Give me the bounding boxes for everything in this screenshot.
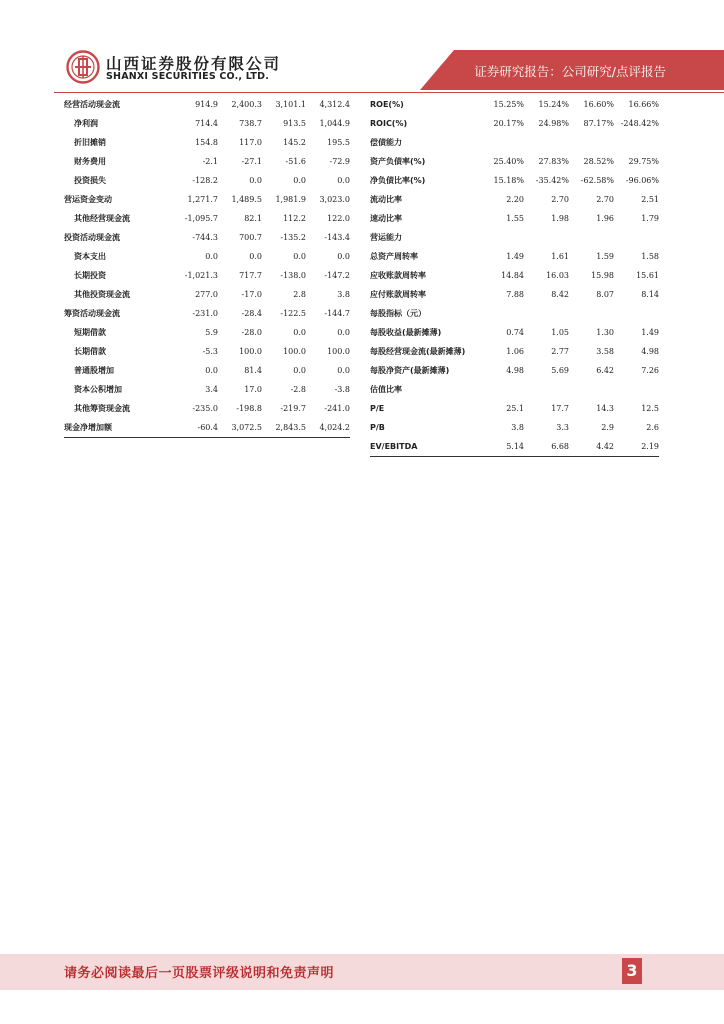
cell-value: 15.98 [591,271,614,280]
company-name-en: SHANXI SECURITIES CO., LTD. [106,71,270,82]
cell-value: 1.96 [596,214,614,223]
table-row [370,114,659,133]
cell-value: 28.52% [583,157,614,166]
cell-value: -28.0 [241,328,262,337]
cell-value: 0.0 [337,252,350,261]
cell-value: -144.7 [324,309,350,318]
cell-value: 4.98 [641,347,659,356]
cell-value: -1,021.3 [184,271,218,280]
cell-value: 0.0 [205,252,218,261]
cell-value: 3.4 [205,385,218,394]
table-row [370,228,659,247]
cell-value: -219.7 [280,404,306,413]
table-row [64,380,350,399]
table-row [370,133,659,152]
cell-value [479,380,524,399]
cell-value: 25.40% [493,157,524,166]
cell-value: -143.4 [324,233,350,242]
table-row [64,399,350,418]
cell-value: 6.68 [524,437,569,457]
cell-value: 0.0 [293,366,306,375]
cell-value: -51.6 [285,157,306,166]
row-label: 长期借款 [74,347,106,356]
cell-value: 1.55 [506,214,524,223]
row-label: 资本公积增加 [74,385,122,394]
cell-value: 81.4 [244,366,262,375]
cell-value: 24.98% [538,119,569,128]
table-row [64,190,350,209]
cell-value: 27.83% [538,157,569,166]
row-label: 每股经营现金流(最新摊薄) [370,347,466,356]
table-row [64,171,350,190]
row-label: 流动比率 [370,195,402,204]
cell-value: 1.59 [596,252,614,261]
row-label: 投资损失 [74,176,106,185]
cell-value: 2,400.3 [231,100,262,109]
table-row [370,95,659,114]
cell-value [479,133,524,152]
row-label: 长期投资 [74,271,106,280]
table-row [64,342,350,361]
cell-value: 2.9 [601,423,614,432]
cell-value: -147.2 [324,271,350,280]
table-row [64,247,350,266]
table-row [370,285,659,304]
cell-value: -35.42% [535,176,569,185]
shanxi-securities-logo-icon [66,50,100,84]
cell-value: 8.14 [641,290,659,299]
row-label: EV/EBITDA [370,437,479,457]
cell-value [479,304,524,323]
cell-value: 3.58 [596,347,614,356]
cell-value: 82.1 [244,214,262,223]
row-label: 普通股增加 [74,366,114,375]
cell-value: 4.42 [569,437,614,457]
table-row [64,323,350,342]
table-row [64,304,350,323]
cell-value: 16.66% [628,100,659,109]
cell-value: -241.0 [324,404,350,413]
page-number: 3 [622,958,642,984]
cell-value [524,133,569,152]
cell-value: 15.18% [493,176,524,185]
report-type-label: 证券研究报告：公司研究/点评报告 [474,64,666,79]
cell-value: -72.9 [329,157,350,166]
cell-value: 154.8 [195,138,218,147]
cell-value: -28.4 [241,309,262,318]
cell-value: 913.5 [283,119,306,128]
row-label: 筹资活动现金流 [64,309,120,318]
cell-value: 1,044.9 [319,119,350,128]
cell-value: -5.3 [202,347,218,356]
cell-value: 700.7 [239,233,262,242]
cell-value: -231.0 [192,309,218,318]
cell-value: 3.3 [556,423,569,432]
cell-value: 2.8 [293,290,306,299]
cell-value: 2.51 [641,195,659,204]
cell-value [614,228,659,247]
cell-value [614,380,659,399]
cell-value: 914.9 [195,100,218,109]
cash-flow-table [64,95,350,438]
row-label: 营运能力 [370,233,402,242]
cell-value: 277.0 [195,290,218,299]
table-row [64,209,350,228]
row-label: 其他投资现金流 [74,290,130,299]
cell-value: 2.70 [551,195,569,204]
table-row [370,171,659,190]
cell-value [569,380,614,399]
cell-value: 1,981.9 [275,195,306,204]
cell-value: 1.49 [641,328,659,337]
cell-value: 1.79 [641,214,659,223]
cell-value [569,228,614,247]
cell-value: 1.06 [506,347,524,356]
cell-value: 1.98 [551,214,569,223]
cell-value: 2.77 [551,347,569,356]
table-row [370,342,659,361]
cell-value: 3.8 [337,290,350,299]
cell-value: 5.69 [551,366,569,375]
cell-value: 1,271.7 [187,195,218,204]
table-row [370,247,659,266]
cell-value: 2.6 [646,423,659,432]
cell-value: 100.0 [327,347,350,356]
cell-value: 717.7 [239,271,262,280]
cell-value: 15.25% [493,100,524,109]
table-row [64,285,350,304]
cell-value: -2.8 [290,385,306,394]
cell-value: 100.0 [239,347,262,356]
cell-value: -96.06% [625,176,659,185]
row-label: 净负债比率(%) [370,176,426,185]
row-label: 营运资金变动 [64,195,112,204]
page-header [0,0,724,94]
cell-value: 145.2 [283,138,306,147]
cell-value: -744.3 [192,233,218,242]
row-label: 每股净资产(最新摊薄) [370,366,450,375]
cell-value: 4,312.4 [319,100,350,109]
row-label: 其他经营现金流 [74,214,130,223]
cell-value: 1.05 [551,328,569,337]
row-label: P/E [370,404,385,413]
cell-value: 2,843.5 [262,418,306,438]
cell-value: 3,072.5 [218,418,262,438]
cell-value: -122.5 [280,309,306,318]
cell-value: 117.0 [239,138,262,147]
row-label: ROIC(%) [370,119,408,128]
cell-value: 7.88 [506,290,524,299]
cell-value: 0.0 [337,176,350,185]
row-label: 速动比率 [370,214,402,223]
cell-value: 0.0 [293,328,306,337]
cell-value: -138.0 [280,271,306,280]
cell-value: 2.19 [614,437,659,457]
row-label: 净利润 [74,119,98,128]
cell-value: 3,101.1 [275,100,306,109]
table-row [64,266,350,285]
cell-value: 5.9 [205,328,218,337]
cell-value: 16.60% [583,100,614,109]
row-label: 资本支出 [74,252,106,261]
row-label: ROE(%) [370,100,404,109]
table-row [370,190,659,209]
table-row [64,152,350,171]
cell-value: 8.07 [596,290,614,299]
cell-value: -60.4 [174,418,218,438]
row-label: 折旧摊销 [74,138,106,147]
row-label: 现金净增加额 [64,418,174,438]
row-label: 经营活动现金流 [64,100,120,109]
row-label: 投资活动现金流 [64,233,120,242]
cell-value: 0.0 [205,366,218,375]
financial-ratios-table [370,95,659,457]
cell-value: 1,489.5 [231,195,262,204]
cell-value: -3.8 [334,385,350,394]
cell-value: 2.20 [506,195,524,204]
cell-value [524,380,569,399]
table-row [370,209,659,228]
cell-value: 15.24% [538,100,569,109]
cell-value: -135.2 [280,233,306,242]
cell-value [614,304,659,323]
table-row [64,114,350,133]
cell-value: -248.42% [620,119,659,128]
row-label: 估值比率 [370,385,402,394]
cell-value: 87.17% [583,119,614,128]
cell-value [569,133,614,152]
cell-value: 0.0 [293,176,306,185]
company-name-cn: 山西证券股份有限公司 [106,55,282,73]
table-row [64,228,350,247]
table-row [64,133,350,152]
table-row [370,418,659,437]
cell-value: 0.74 [506,328,524,337]
cell-value: 2.70 [596,195,614,204]
cell-value: -62.58% [580,176,614,185]
cell-value [614,133,659,152]
cell-value: 14.84 [501,271,524,280]
cell-value: -1,095.7 [184,214,218,223]
cell-value: 17.7 [551,404,569,413]
cell-value: 0.0 [337,366,350,375]
row-label: 短期借款 [74,328,106,337]
table-row [370,399,659,418]
row-label: 财务费用 [74,157,106,166]
row-label: 应收账款周转率 [370,271,426,280]
cell-value [479,228,524,247]
header-divider [54,92,724,93]
cell-value: 17.0 [244,385,262,394]
cell-value: 16.03 [546,271,569,280]
cell-value [524,228,569,247]
cell-value: 4,024.2 [306,418,350,438]
cell-value: -128.2 [192,176,218,185]
row-label: 其他筹资现金流 [74,404,130,413]
table-row [370,304,659,323]
cell-value: 0.0 [293,252,306,261]
table-row [370,361,659,380]
table-row [64,95,350,114]
cell-value: 0.0 [249,176,262,185]
table-row [370,380,659,399]
row-label: 总资产周转率 [370,252,418,261]
table-row [64,418,350,438]
row-label: 每股指标（元） [370,309,426,318]
row-label: 应付账款周转率 [370,290,426,299]
cell-value: 15.61 [636,271,659,280]
disclaimer-text: 请务必阅读最后一页股票评级说明和免责声明 [64,966,335,981]
cell-value [524,304,569,323]
cell-value: 195.5 [327,138,350,147]
cell-value [569,304,614,323]
cell-value: 20.17% [493,119,524,128]
cell-value: 1.30 [596,328,614,337]
cell-value: 14.3 [596,404,614,413]
table-row [370,437,659,457]
cell-value: 3,023.0 [319,195,350,204]
table-row [370,152,659,171]
cell-value: 7.26 [641,366,659,375]
cell-value: -17.0 [241,290,262,299]
cell-value: 112.2 [283,214,306,223]
row-label: 每股收益(最新摊薄) [370,328,442,337]
cell-value: 0.0 [337,328,350,337]
row-label: 偿债能力 [370,138,402,147]
cell-value: 714.4 [195,119,218,128]
cell-value: 122.0 [327,214,350,223]
cell-value: 25.1 [506,404,524,413]
cell-value: 12.5 [641,404,659,413]
cell-value: 29.75% [628,157,659,166]
cell-value: -27.1 [241,157,262,166]
cell-value: 0.0 [249,252,262,261]
cell-value: 1.49 [506,252,524,261]
cell-value: 738.7 [239,119,262,128]
cell-value: 1.61 [551,252,569,261]
cell-value: 5.14 [479,437,524,457]
row-label: 资产负债率(%) [370,157,426,166]
table-row [370,266,659,285]
cell-value: 8.42 [551,290,569,299]
cell-value: 6.42 [596,366,614,375]
cell-value: 100.0 [283,347,306,356]
row-label: P/B [370,423,385,432]
cell-value: 4.98 [506,366,524,375]
cell-value: -235.0 [192,404,218,413]
table-row [64,361,350,380]
cell-value: -198.8 [236,404,262,413]
cell-value: 1.58 [641,252,659,261]
cell-value: -2.1 [202,157,218,166]
table-row [370,323,659,342]
cell-value: 3.8 [511,423,524,432]
